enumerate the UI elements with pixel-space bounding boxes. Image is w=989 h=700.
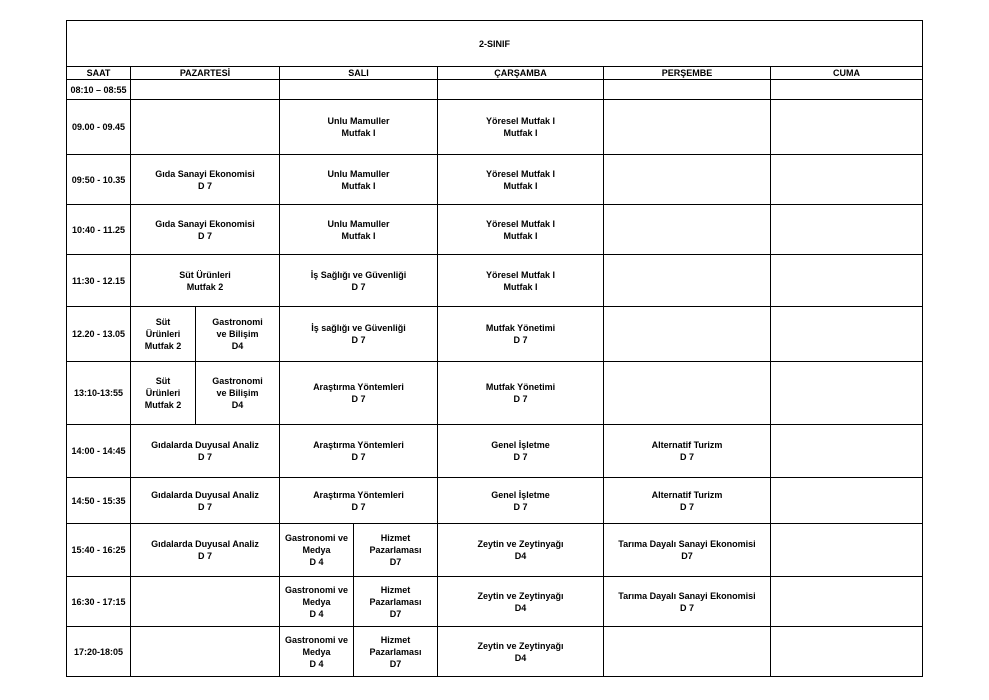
course-line: Medya — [302, 646, 331, 657]
course-line: Gıdalarda Duyusal Analiz — [151, 539, 259, 549]
course-line: Ürünleri — [145, 388, 181, 398]
cell-carsamba — [438, 577, 604, 627]
cell-persembe — [604, 80, 771, 100]
cell-carsamba — [438, 627, 604, 677]
cell-pazartesi — [131, 478, 280, 524]
time-cell: 09:50 - 10.35 — [67, 155, 131, 205]
course-line: Mutfak I — [503, 180, 538, 191]
cell-persembe — [604, 205, 771, 255]
cell-pazartesi — [131, 627, 280, 677]
course-line: Gastronomi ve — [284, 584, 349, 595]
course-line: Gıda Sanayi Ekonomisi — [155, 168, 255, 179]
cell-sali — [280, 155, 438, 205]
course-line: Araştırma Yöntemleri — [313, 382, 404, 392]
cell-carsamba — [438, 362, 604, 425]
cell-sali — [280, 205, 438, 255]
schedule-body — [67, 21, 923, 677]
course-line: Mutfak Yönetimi — [485, 382, 556, 392]
course-line: D 7 — [197, 180, 212, 191]
cell-pazartesi — [131, 155, 280, 205]
course-line: D4 — [231, 341, 244, 351]
time-slot-row — [67, 205, 923, 255]
course-line: D4 — [514, 551, 527, 561]
time-cell: 16:30 - 17:15 — [67, 577, 131, 627]
course-line: Mutfak I — [503, 281, 538, 292]
course-line: Pazarlaması — [369, 545, 422, 555]
course-line: D4 — [231, 400, 244, 410]
cell-cuma — [771, 80, 923, 100]
course-line: D 7 — [197, 551, 212, 561]
time-slot-row — [67, 307, 923, 362]
time-slot-row — [67, 80, 923, 100]
course-line: Genel İşletme — [491, 440, 550, 450]
schedule-table — [66, 20, 923, 677]
cell-sali — [280, 100, 438, 155]
course-line: Yöresel Mutfak I — [485, 269, 556, 280]
cell-cuma — [771, 524, 923, 577]
course-line: Zeytin ve Zeytinyağı — [477, 539, 564, 549]
time-cell: 13:10-13:55 — [67, 362, 131, 425]
cell-cuma — [771, 255, 923, 307]
course-line: D 7 — [197, 230, 212, 241]
course-line: Gıda Sanayi Ekonomisi — [155, 218, 255, 229]
course-line: Unlu Mamuller — [327, 168, 390, 179]
course-line: D 7 — [513, 452, 528, 462]
course-line: Gastronomi — [212, 317, 263, 327]
course-line: D 7 — [351, 394, 366, 404]
cell-carsamba — [438, 478, 604, 524]
course-line: Gastronomi — [212, 376, 263, 386]
cell-sali — [280, 80, 438, 100]
course-line: Süt — [155, 376, 171, 386]
course-line: D 7 — [351, 501, 366, 512]
cell-pazartesi-a — [131, 307, 196, 362]
course-line: Mutfak I — [341, 230, 376, 241]
cell-sali — [280, 362, 438, 425]
course-line: D 4 — [309, 557, 324, 567]
time-slot-row — [67, 255, 923, 307]
cell-cuma — [771, 100, 923, 155]
cell-sali-a — [280, 627, 354, 677]
cell-carsamba — [438, 255, 604, 307]
course-line: Pazarlaması — [369, 646, 422, 657]
cell-cuma — [771, 478, 923, 524]
cell-persembe — [604, 577, 771, 627]
course-line: Mutfak I — [503, 230, 538, 241]
cell-pazartesi — [131, 577, 280, 627]
course-line: Mutfak Yönetimi — [485, 323, 556, 333]
time-slot-row — [67, 478, 923, 524]
cell-pazartesi-a — [131, 362, 196, 425]
course-line: Hizmet — [380, 584, 411, 595]
cell-carsamba — [438, 425, 604, 478]
course-line: Medya — [302, 596, 331, 607]
cell-carsamba — [438, 100, 604, 155]
cell-persembe — [604, 627, 771, 677]
cell-pazartesi — [131, 100, 280, 155]
cell-cuma — [771, 362, 923, 425]
cell-pazartesi-b — [196, 362, 280, 425]
header-persembe: PERŞEMBE — [604, 67, 771, 80]
course-line: Zeytin ve Zeytinyağı — [477, 590, 564, 601]
cell-sali-a — [280, 524, 354, 577]
course-line: D 7 — [197, 501, 212, 512]
course-line: D 7 — [351, 335, 366, 345]
time-slot-row — [67, 100, 923, 155]
cell-pazartesi — [131, 205, 280, 255]
cell-carsamba — [438, 205, 604, 255]
cell-carsamba — [438, 524, 604, 577]
course-line: D 7 — [513, 394, 528, 404]
cell-sali-b — [354, 627, 438, 677]
cell-persembe — [604, 155, 771, 205]
header-cuma: CUMA — [771, 67, 923, 80]
course-line: D 4 — [309, 658, 324, 669]
cell-sali — [280, 425, 438, 478]
header-sali: SALI — [280, 67, 438, 80]
course-line: Alternatif Turizm — [651, 440, 723, 450]
course-line: İş sağlığı ve Güvenliği — [311, 323, 406, 333]
cell-carsamba — [438, 80, 604, 100]
course-line: D4 — [514, 652, 527, 663]
course-line: D 7 — [679, 501, 694, 512]
cell-pazartesi — [131, 524, 280, 577]
course-line: Araştırma Yöntemleri — [313, 440, 404, 450]
cell-pazartesi — [131, 425, 280, 478]
header-saat: SAAT — [67, 67, 131, 80]
time-cell: 14:00 - 14:45 — [67, 425, 131, 478]
cell-cuma — [771, 425, 923, 478]
cell-sali — [280, 478, 438, 524]
cell-pazartesi-b — [196, 307, 280, 362]
course-line: D 7 — [351, 452, 366, 462]
course-line: İş Sağlığı ve Güvenliği — [310, 269, 407, 280]
course-line: Mutfak 2 — [144, 400, 182, 410]
header-pazartesi: PAZARTESİ — [131, 67, 280, 80]
cell-cuma — [771, 577, 923, 627]
course-line: ve Bilişim — [216, 388, 259, 398]
time-slot-row — [67, 524, 923, 577]
course-line: D 7 — [351, 281, 366, 292]
course-line: Ürünleri — [145, 329, 181, 339]
course-line: Mutfak I — [503, 128, 538, 138]
course-line: Yöresel Mutfak I — [485, 116, 556, 126]
course-line: D7 — [681, 551, 693, 561]
class-title: 2-SINIF — [67, 21, 923, 67]
cell-sali — [280, 307, 438, 362]
cell-pazartesi — [131, 80, 280, 100]
course-line: Pazarlaması — [369, 596, 422, 607]
course-line: Hizmet — [380, 634, 411, 645]
course-line: Araştırma Yöntemleri — [313, 489, 404, 500]
time-slot-row — [67, 577, 923, 627]
course-line: Mutfak I — [341, 128, 376, 138]
cell-persembe — [604, 362, 771, 425]
course-line: Tarıma Dayalı Sanayi Ekonomisi — [618, 539, 756, 549]
time-slot-row — [67, 627, 923, 677]
cell-persembe — [604, 255, 771, 307]
course-line: D7 — [389, 658, 402, 669]
cell-persembe — [604, 100, 771, 155]
course-line: Alternatif Turizm — [651, 489, 723, 500]
course-line: ve Bilişim — [216, 329, 259, 339]
time-cell: 14:50 - 15:35 — [67, 478, 131, 524]
cell-pazartesi — [131, 255, 280, 307]
course-line: Yöresel Mutfak I — [485, 218, 556, 229]
course-line: D 7 — [679, 452, 694, 462]
course-line: Zeytin ve Zeytinyağı — [477, 640, 564, 651]
course-line: Hizmet — [380, 533, 411, 543]
cell-persembe — [604, 425, 771, 478]
course-line: Genel İşletme — [491, 489, 550, 500]
time-cell: 17:20-18:05 — [67, 627, 131, 677]
course-line: D 4 — [309, 608, 324, 619]
cell-carsamba — [438, 307, 604, 362]
course-line: Medya — [302, 545, 331, 555]
cell-persembe — [604, 307, 771, 362]
time-slot-row — [67, 155, 923, 205]
cell-cuma — [771, 205, 923, 255]
course-line: Süt — [155, 317, 171, 327]
time-cell: 11:30 - 12.15 — [67, 255, 131, 307]
course-line: Mutfak I — [341, 180, 376, 191]
course-line: Unlu Mamuller — [327, 218, 390, 229]
cell-persembe — [604, 524, 771, 577]
time-cell: 15:40 - 16:25 — [67, 524, 131, 577]
cell-sali — [280, 255, 438, 307]
course-line: Gıdalarda Duyusal Analiz — [151, 489, 259, 500]
cell-carsamba — [438, 155, 604, 205]
course-line: Süt Ürünleri — [179, 269, 231, 280]
time-cell: 09.00 - 09.45 — [67, 100, 131, 155]
cell-sali-a — [280, 577, 354, 627]
course-line: Mutfak 2 — [144, 341, 182, 351]
course-line: Tarıma Dayalı Sanayi Ekonomisi — [618, 590, 756, 601]
course-line: D4 — [514, 602, 527, 613]
time-slot-row — [67, 425, 923, 478]
cell-cuma — [771, 627, 923, 677]
course-line: D 7 — [197, 452, 212, 462]
cell-sali-b — [354, 524, 438, 577]
course-line: Gastronomi ve — [284, 634, 349, 645]
header-row — [67, 67, 923, 80]
course-line: D 7 — [513, 335, 528, 345]
course-line: D7 — [389, 608, 402, 619]
time-slot-row — [67, 362, 923, 425]
course-line: D7 — [389, 557, 402, 567]
course-line: Mutfak 2 — [186, 281, 224, 292]
cell-sali-b — [354, 577, 438, 627]
cell-persembe — [604, 478, 771, 524]
time-cell: 12.20 - 13.05 — [67, 307, 131, 362]
time-cell: 08:10 – 08:55 — [67, 80, 131, 100]
course-line: Yöresel Mutfak I — [485, 168, 556, 179]
course-line: Gıdalarda Duyusal Analiz — [151, 440, 259, 450]
cell-cuma — [771, 307, 923, 362]
course-line: D 7 — [679, 602, 694, 613]
cell-cuma — [771, 155, 923, 205]
time-cell: 10:40 - 11.25 — [67, 205, 131, 255]
course-line: D 7 — [513, 501, 528, 512]
header-carsamba: ÇARŞAMBA — [438, 67, 604, 80]
course-line: Gastronomi ve — [284, 533, 349, 543]
course-line: Unlu Mamuller — [327, 116, 390, 126]
